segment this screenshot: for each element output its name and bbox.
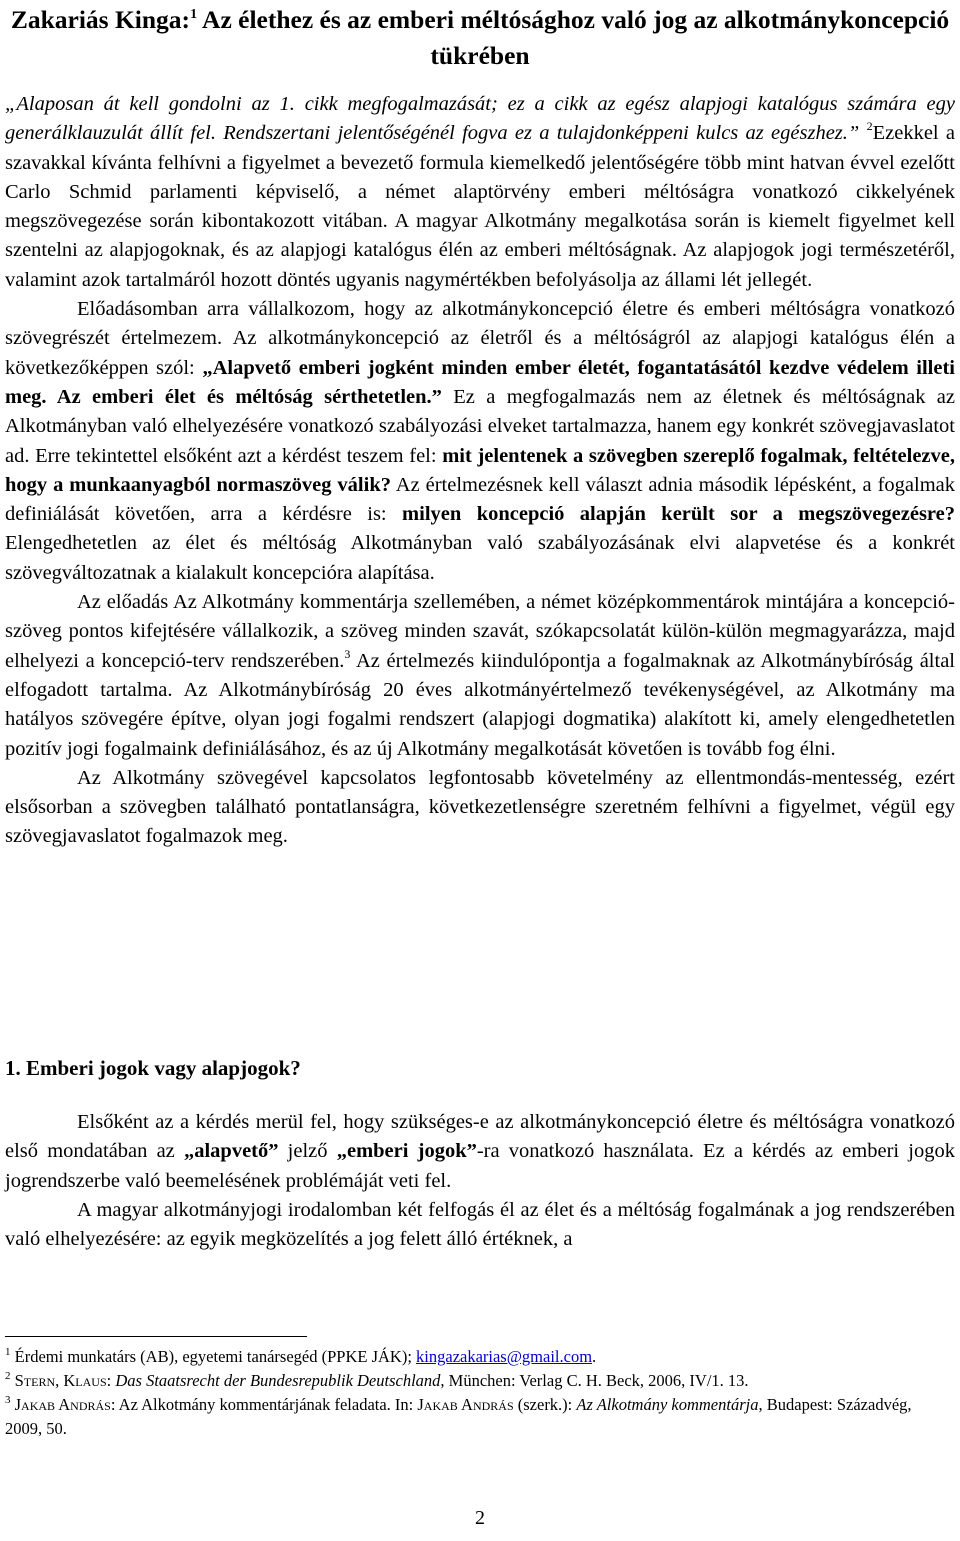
email-link[interactable]: kingazakarias@gmail.com [416,1347,593,1366]
footnote-3-mark: 3 [5,1394,11,1406]
p2-text-4: Elengedhetetlen az élet és méltóság Alkotmányban való szabályozásának elvi alapvetése és a konkrét szövegváltozatnak a kialakult koncepcióra alapítása. [5,532,955,584]
p2-bold-quote: „Alapvető emberi jogként minden ember életét, fogantatásától kezdve védelem illeti meg. Az emberi élet és méltóság sérthetetlen.” [5,356,955,408]
footnote-3-mid2: (szerk.): [513,1395,577,1414]
footnote-ref-3[interactable]: 3 [344,646,351,661]
title-author: Zakariás Kinga: [10,5,191,34]
footnote-3-rest: , Budapest: Századvég, 2009, 50. [5,1395,912,1438]
intro-body [5,90,955,852]
section-paragraph-1 [5,1108,955,1196]
footnote-2-colon: : [106,1371,116,1390]
s1-bold-alapveto: „alapvető” [183,1140,279,1163]
paragraph-2 [5,295,955,588]
footnote-2 [5,1369,940,1393]
footnote-3 [5,1393,940,1441]
paragraph-4: Az Alkotmány szövegével kapcsolatos legfontosabb követelmény az ellentmondás-mentesség, ezért elsősorban a szövegben található pontatlanságra, következetlenségre szeretném felhívni a figyelmet, végül egy szövegjavaslatot fogalmazok meg. [5,766,955,848]
section-paragraph-2: A magyar alkotmányjogi irodalomban két felfogás él az élet és a méltóság fogalmának a jog rendszerében való elhelyezésére: az egyik megközelítés a jog felett álló értéknek, a [5,1198,955,1251]
footnote-1-text: Érdemi munkatárs (AB), egyetemi tanársegéd (PPKE JÁK); [14,1347,417,1366]
p2-bold-question-1: mit jelentenek a szövegben szereplő fogalmak, feltételezve, hogy a munkaanyagból normaszöveg válik? [5,444,955,496]
s1-bold-emberi-jogok: „emberi jogok” [336,1140,477,1163]
section-body [5,1108,955,1254]
section-heading: 1. Emberi jogok vagy alapjogok? [5,1056,301,1080]
footnote-2-rest: , München: Verlag C. H. Beck, 2006, IV/1. 13. [440,1371,749,1390]
footnote-separator [5,1336,307,1337]
footnotes [5,1345,940,1441]
footnote-3-author: Jakab András [14,1395,111,1414]
footnote-1-mark: 1 [5,1346,11,1358]
s1-text-c: jelző [278,1140,337,1163]
footnote-2-author: Stern, Klaus [14,1371,107,1390]
footnote-1 [5,1345,940,1369]
intro-quote: „Alaposan át kell gondolni az 1. cikk megfogalmazását; ez a cikk az egész alapjogi katalógus számára egy generálklauzulát állít fel. Rendszertani jelentőségénél fogva ez a tulajdonképpeni kulcs az egészhez.” [5,93,955,145]
p2-text-3: Az értelmezésnek kell választ adnia második lépésként, a fogalmak definiálását követően, arra a kérdésre is: [5,473,955,526]
p2-text-2: Ez a megfogalmazás nem az életnek és méltóságnak az Alkotmányban való elhelyezésére vonatkozó szabályozási elveket tartalmazza, hanem egy konkrét szövegjavaslatot ad. Erre tekintettel elsőként azt a kérdést teszem fel: [5,385,955,467]
intro-paragraph [5,90,955,295]
intro-text: Ezekkel a szavakkal kívánta felhívni a figyelmet a bevezető formula kiemelkedő jelentőségére több mint hatvan évvel ezelőtt Carlo Schmid parlamenti képviselő, a német alaptörvény emberi méltóságra vonatkozó cikkelyének megszövegezése során kibontakozott vitában. A magyar Alkotmány megalkotása során is kiemelt figyelmet kell szentelni az alapjogoknak, és az alapjogi katalógus élén az emberi méltóságnak. Az alapjogok jogi természetéről, valamint azok tartalmáról hozott döntés ugyanis nagymértékben befolyásolja az állami lét jellegét. [5,122,955,291]
title-text: Az élethez és az emberi méltósághoz való jog az alkotmánykoncepció tükrében [197,5,950,70]
footnote-3-mid: : Az Alkotmány kommentárjának feladata. In: [110,1395,418,1414]
footnote-2-mark: 2 [5,1370,11,1382]
footnote-1-end: . [592,1347,597,1366]
paragraph-3 [5,588,955,764]
p3-text-2: Az értelmezés kiindulópontja a fogalmaknak az Alkotmánybíróság által elfogadott tartalma. Az Alkotmánybíróság 20 éves alkotmányértelmező tevékenységével, az Alkotmány ma hatályos szövegére építve, olyan jogi fogalmi rendszert (alapjogi dogmatika) alakított ki, amely elengedhetetlen pozitív jogi fogalmaink definiálásához, és az új Alkotmány megalkotását követően is tovább fog élni. [5,649,955,760]
p2-bold-question-2: milyen koncepció alapján került sor a megszövegezésre? [402,503,956,526]
document-title [5,2,955,74]
footnote-3-editor: Jakab András [417,1395,514,1414]
footnote-ref-2[interactable]: 2 [866,119,873,134]
p2-text-1: Előadásomban arra vállalkozom, hogy az alkotmánykoncepció életre és emberi méltóságra vonatkozó szövegrészét értelmezem. Az alkotmánykoncepció az életről és a méltóságról az alapjogi katalógus élén a következőképpen szól: [5,298,955,379]
p3-text: Az előadás Az Alkotmány kommentárja szellemében, a német középkommentárok mintájára a koncepció-szöveg pontos kifejtésére vállalkozik, a szöveg minden szavát, szókapcsolatát külön-külön megmagyarázza, majd elhelyezi a koncepció-terv rendszerében. [5,591,955,672]
s1-text-a: Elsőként az a kérdés merül fel, hogy szükséges-e az alkotmánykoncepció életre és méltóságra vonatkozó első mondatában az [5,1111,955,1163]
footnote-3-title: Az Alkotmány kommentárja [576,1395,759,1414]
s1-text-d: -ra vonatkozó használata. Ez a kérdés az emberi jogok jogrendszerbe való beemelésének problémáját veti fel. [5,1140,955,1192]
footnote-2-title: Das Staatsrecht der Bundesrepublik Deutschland [115,1371,441,1390]
footnote-ref-1[interactable]: 1 [190,7,198,22]
page-number: 2 [475,1507,485,1529]
